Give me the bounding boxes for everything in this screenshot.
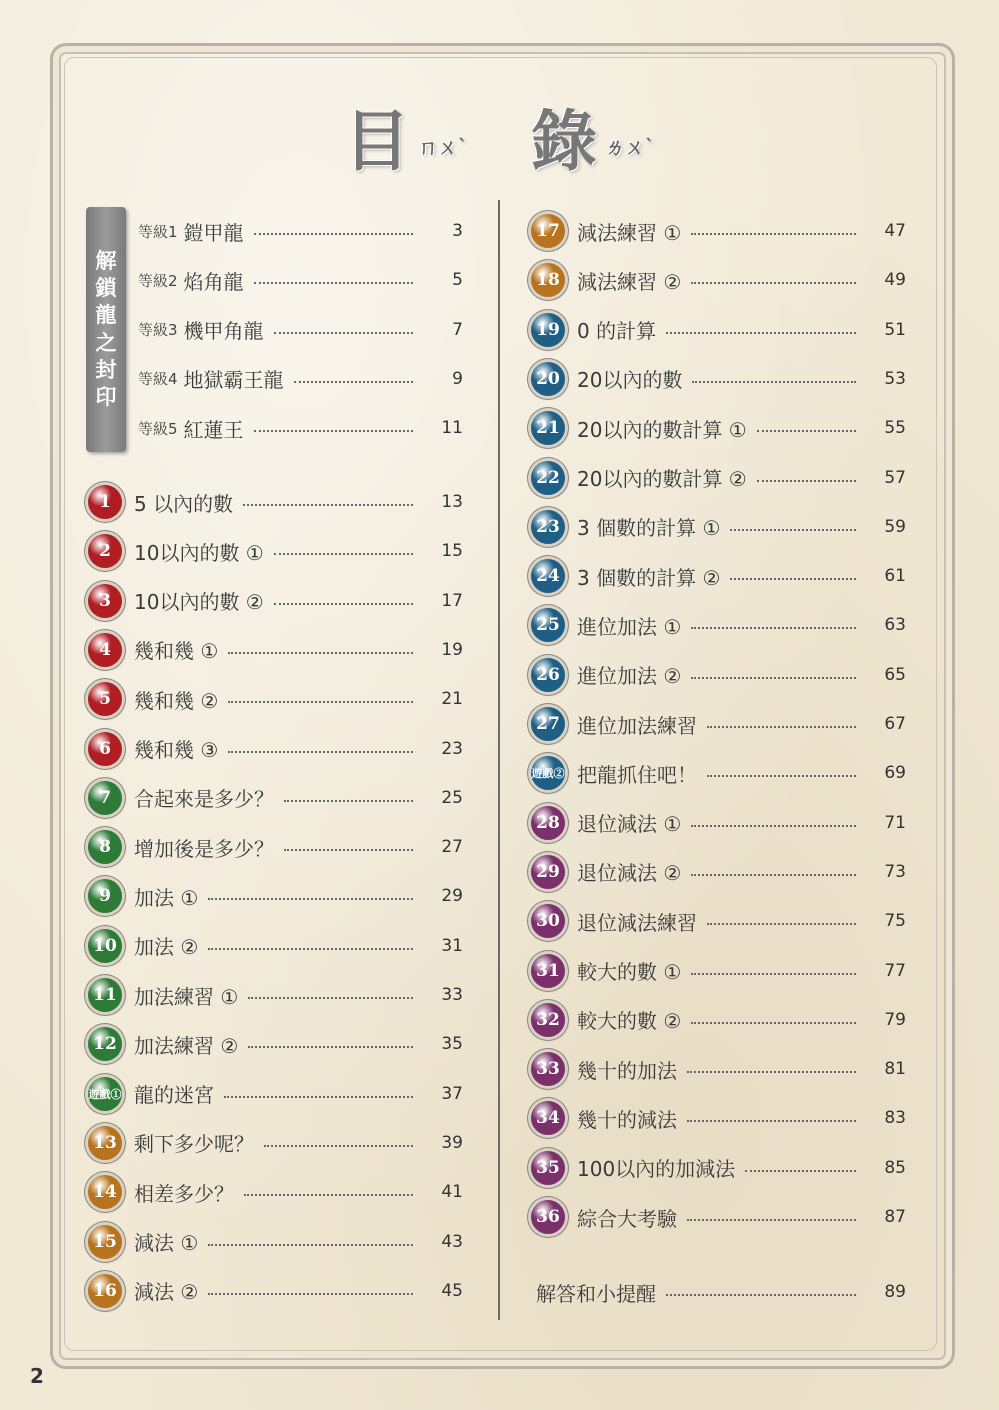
lesson-title: 10以內的數 ②: [134, 590, 264, 615]
lesson-number-badge: 23: [531, 510, 565, 544]
lesson-title: 較大的數 ②: [577, 1009, 682, 1034]
leader-dots: [274, 332, 413, 334]
lesson-title: 幾和幾 ③: [134, 738, 219, 762]
lesson-number-badge: 35: [531, 1151, 565, 1185]
lesson-page: 31: [441, 935, 463, 956]
lesson-number-badge: 9: [88, 879, 122, 913]
leader-dots: [666, 332, 856, 334]
leader-dots: [284, 800, 413, 802]
lesson-number-badge: 6: [88, 732, 122, 766]
level-name: 紅蓮王: [183, 417, 244, 442]
lesson-page: 37: [441, 1083, 463, 1104]
lesson-number-badge: 2: [88, 534, 122, 568]
lesson-number-badge: 1: [88, 485, 122, 519]
toc-item[interactable]: [531, 753, 906, 793]
leader-dots: [707, 775, 856, 777]
toc-item-level[interactable]: [138, 310, 463, 350]
lesson-title: 減法 ①: [134, 1231, 199, 1255]
level-label: 等級2: [138, 271, 178, 290]
toc-item[interactable]: [531, 655, 906, 695]
leader-dots: [691, 233, 856, 235]
leader-dots: [208, 1293, 413, 1295]
page-title: [0, 88, 999, 183]
lesson-page: 55: [884, 418, 906, 439]
lesson-title: 退位減法練習: [577, 910, 697, 935]
leader-dots: [264, 1145, 413, 1147]
lesson-page: 51: [884, 319, 906, 340]
lesson-title: 20以內的數計算 ②: [577, 467, 747, 491]
lesson-page: 73: [884, 861, 906, 882]
lesson-page: 27: [441, 837, 463, 858]
level-label: 等級3: [138, 321, 178, 340]
leader-dots: [228, 751, 413, 753]
title-char-1: 目 ㄇㄨˋ: [344, 103, 468, 180]
lesson-page: 49: [884, 270, 906, 291]
lesson-page: 15: [441, 541, 463, 562]
lesson-title: 3 個數的計算 ②: [577, 565, 721, 590]
leader-dots: [687, 1219, 856, 1221]
leader-dots: [691, 677, 856, 679]
toc-item[interactable]: [88, 482, 463, 522]
lesson-title: 3 個數的計算 ①: [577, 516, 721, 541]
lesson-title: 進位加法 ①: [577, 614, 682, 639]
lesson-number-badge: 18: [531, 263, 565, 297]
lesson-number-badge: 33: [531, 1052, 565, 1086]
lesson-title: 幾十的加法: [577, 1058, 677, 1083]
lesson-title: 剩下多少呢？: [134, 1132, 254, 1157]
toc-item[interactable]: [88, 1271, 463, 1311]
level-page: 7: [452, 319, 463, 340]
lesson-page: 61: [884, 566, 906, 587]
lesson-title: 20以內的數: [577, 368, 683, 393]
lesson-number-badge: 7: [88, 781, 122, 815]
lesson-page: 29: [441, 886, 463, 907]
lesson-number-badge: 30: [531, 904, 565, 938]
lesson-title: 減法練習 ①: [577, 220, 682, 245]
leader-dots: [254, 233, 413, 235]
lesson-page: 41: [441, 1182, 463, 1203]
lesson-number-badge: 4: [88, 633, 122, 667]
lesson-page: 23: [441, 738, 463, 759]
lesson-number-badge: 遊戲①: [88, 1077, 122, 1111]
toc-item[interactable]: [531, 211, 906, 251]
lesson-number-badge: 27: [531, 707, 565, 741]
unlock-dragon-seal-tab: [86, 207, 126, 452]
lesson-page: 75: [884, 911, 906, 932]
lesson-number-badge: 26: [531, 658, 565, 692]
leader-dots: [730, 529, 856, 531]
lesson-number-badge: 17: [531, 214, 565, 248]
toc-item[interactable]: [531, 556, 906, 596]
leader-dots: [224, 1096, 413, 1098]
leader-dots: [691, 1022, 856, 1024]
lesson-title: 加法練習 ②: [134, 1033, 239, 1058]
sidebar-tab-char: 鎖: [95, 275, 117, 300]
leader-dots: [691, 282, 856, 284]
lesson-number-badge: 8: [88, 830, 122, 864]
lesson-page: 53: [884, 368, 906, 389]
lesson-page: 87: [884, 1207, 906, 1227]
lesson-number-badge: 12: [88, 1027, 122, 1061]
lesson-number-badge: 10: [88, 929, 122, 963]
leader-dots: [254, 282, 413, 284]
lesson-title: 減法練習 ②: [577, 269, 682, 294]
sidebar-tab-char: 印: [95, 385, 117, 410]
lesson-page: 47: [884, 221, 906, 241]
toc-item[interactable]: [88, 679, 463, 719]
leader-dots: [730, 578, 856, 580]
leader-dots: [757, 480, 856, 482]
lesson-title: 龍的迷宮: [134, 1083, 214, 1108]
lesson-page: 77: [884, 960, 906, 981]
level-page: 3: [452, 221, 463, 241]
level-label: 等級5: [138, 419, 178, 438]
lesson-page: 79: [884, 1009, 906, 1030]
toc-item[interactable]: [88, 975, 463, 1015]
lesson-page: 67: [884, 714, 906, 734]
toc-item[interactable]: [88, 630, 463, 670]
sidebar-tab-char: 解: [95, 248, 117, 273]
toc-item-level[interactable]: [138, 359, 463, 399]
lesson-page: 63: [884, 615, 906, 636]
level-page: 9: [452, 368, 463, 389]
lesson-number-badge: 16: [88, 1274, 122, 1308]
leader-dots: [274, 603, 413, 605]
level-name: 地獄霸王龍: [183, 368, 284, 393]
lesson-title: 5 以內的數: [134, 491, 234, 516]
lesson-title: 進位加法 ②: [577, 664, 682, 689]
lesson-number-badge: 遊戲②: [531, 756, 565, 790]
toc-item[interactable]: [88, 531, 463, 571]
lesson-title: 退位減法 ①: [577, 812, 682, 837]
lesson-page: 43: [441, 1231, 463, 1252]
leader-dots: [244, 1194, 413, 1196]
lesson-page: 85: [884, 1157, 906, 1178]
lesson-page: 25: [441, 787, 463, 808]
toc-item[interactable]: [88, 1172, 463, 1212]
answers-label: 解答和小提醒: [536, 1281, 656, 1306]
toc-item[interactable]: [531, 310, 906, 350]
toc-item[interactable]: [88, 827, 463, 867]
sidebar-tab-char: 龍: [95, 303, 117, 328]
leader-dots: [248, 997, 413, 999]
toc-item[interactable]: [88, 729, 463, 769]
lesson-page: 69: [884, 763, 906, 784]
toc-item-level[interactable]: [138, 211, 463, 251]
answers-page: 89: [884, 1282, 906, 1302]
lesson-page: 65: [884, 664, 906, 685]
lesson-page: 45: [441, 1280, 463, 1301]
toc-item[interactable]: [531, 852, 906, 892]
lesson-title: 10以內的數 ①: [134, 540, 264, 565]
lesson-number-badge: 5: [88, 682, 122, 716]
lesson-number-badge: 32: [531, 1003, 565, 1037]
level-page: 5: [452, 270, 463, 291]
level-page: 11: [441, 418, 463, 439]
lesson-number-badge: 36: [531, 1200, 565, 1234]
lesson-page: 57: [884, 467, 906, 488]
lesson-number-badge: 3: [88, 584, 122, 618]
lesson-page: 19: [441, 639, 463, 660]
lesson-title: 合起來是多少？: [134, 787, 274, 812]
lesson-page: 17: [441, 590, 463, 611]
sidebar-tab-char: 封: [95, 357, 117, 382]
lesson-title: 減法 ②: [134, 1280, 199, 1305]
lesson-title: 20以內的數計算 ①: [577, 417, 747, 442]
lesson-title: 加法練習 ①: [134, 984, 239, 1009]
toc-item[interactable]: [88, 1024, 463, 1064]
title-char-2: 錄 ㄌㄨˋ: [530, 103, 655, 180]
toc-item[interactable]: [531, 1197, 906, 1237]
lesson-title: 增加後是多少？: [134, 836, 274, 861]
lesson-page: 83: [884, 1108, 906, 1129]
toc-item[interactable]: [531, 1148, 906, 1188]
leader-dots: [707, 726, 856, 728]
lesson-number-badge: 11: [88, 978, 122, 1012]
lesson-page: 33: [441, 985, 463, 1005]
lesson-number-badge: 20: [531, 362, 565, 396]
level-label: 等級1: [138, 222, 178, 241]
leader-dots: [294, 381, 413, 383]
toc-item[interactable]: [531, 803, 906, 843]
lesson-title: 幾和幾 ①: [134, 639, 219, 664]
leader-dots: [243, 504, 413, 506]
leader-dots: [692, 381, 856, 383]
lesson-page: 21: [441, 689, 463, 710]
lesson-number-badge: 19: [531, 313, 565, 347]
lesson-page: 81: [884, 1059, 906, 1080]
leader-dots: [691, 627, 856, 629]
toc-item[interactable]: [531, 260, 906, 300]
leader-dots: [208, 948, 413, 950]
toc-item[interactable]: [531, 951, 906, 991]
lesson-title: 進位加法練習: [577, 713, 697, 738]
leader-dots: [691, 973, 856, 975]
toc-item[interactable]: [531, 704, 906, 744]
leader-dots: [208, 1244, 413, 1246]
toc-item[interactable]: [531, 507, 906, 547]
lesson-number-badge: 24: [531, 559, 565, 593]
sidebar-tab-char: 之: [95, 330, 117, 355]
toc-item[interactable]: [88, 1222, 463, 1262]
level-label: 等級4: [138, 370, 178, 389]
lesson-number-badge: 28: [531, 806, 565, 840]
lesson-number-badge: 22: [531, 461, 565, 495]
leader-dots: [248, 1046, 413, 1048]
lesson-title: 把龍抓住吧！: [577, 762, 697, 787]
lesson-title: 100以內的加減法: [577, 1157, 736, 1182]
leader-dots: [745, 1170, 856, 1172]
leader-dots: [757, 430, 856, 432]
leader-dots: [228, 652, 413, 654]
lesson-number-badge: 13: [88, 1126, 122, 1160]
level-name: 焰角龍: [183, 269, 244, 294]
lesson-number-badge: 25: [531, 608, 565, 642]
leader-dots: [687, 1071, 856, 1073]
leader-dots: [284, 849, 413, 851]
toc-item[interactable]: [88, 926, 463, 966]
leader-dots: [707, 923, 856, 925]
lesson-page: 71: [884, 812, 906, 833]
lesson-number-badge: 14: [88, 1175, 122, 1209]
leader-dots: [274, 553, 413, 555]
toc-item-level[interactable]: [138, 260, 463, 300]
level-name: 機甲角龍: [183, 319, 264, 344]
toc-item-answers[interactable]: [536, 1272, 906, 1312]
lesson-page: 59: [884, 516, 906, 537]
toc-item[interactable]: [88, 1123, 463, 1163]
toc-item[interactable]: [531, 1049, 906, 1089]
lesson-page: 35: [441, 1034, 463, 1055]
leader-dots: [691, 825, 856, 827]
leader-dots: [228, 701, 413, 703]
lesson-title: 較大的數 ①: [577, 960, 682, 984]
lesson-number-badge: 21: [531, 411, 565, 445]
toc-item[interactable]: [531, 901, 906, 941]
toc-item[interactable]: [531, 458, 906, 498]
leader-dots: [254, 430, 413, 432]
leader-dots: [687, 1120, 856, 1122]
lesson-title: 幾和幾 ②: [134, 688, 219, 713]
lesson-number-badge: 15: [88, 1225, 122, 1259]
toc-item[interactable]: [88, 581, 463, 621]
toc-item[interactable]: [531, 605, 906, 645]
lesson-title: 0 的計算: [577, 319, 657, 344]
lesson-title: 加法 ②: [134, 935, 199, 960]
lesson-title: 綜合大考驗: [577, 1206, 677, 1231]
lesson-page: 39: [441, 1132, 463, 1153]
lesson-number-badge: 34: [531, 1101, 565, 1135]
lesson-title: 退位減法 ②: [577, 861, 682, 886]
toc-item[interactable]: [88, 1074, 463, 1114]
leader-dots: [208, 898, 413, 900]
toc-item[interactable]: [531, 359, 906, 399]
lesson-title: 幾十的減法: [577, 1107, 677, 1132]
toc-item[interactable]: [531, 408, 906, 448]
lesson-number-badge: 31: [531, 954, 565, 988]
lesson-number-badge: 29: [531, 855, 565, 889]
lesson-title: 加法 ①: [134, 885, 199, 910]
toc-item[interactable]: [531, 1098, 906, 1138]
toc-item[interactable]: [88, 876, 463, 916]
lesson-page: 13: [441, 492, 463, 512]
column-divider: [498, 200, 500, 1320]
page-number: 2: [30, 1364, 44, 1388]
level-name: 鎧甲龍: [183, 220, 244, 245]
toc-item[interactable]: [531, 1000, 906, 1040]
leader-dots: [691, 874, 856, 876]
lesson-title: 相差多少？: [134, 1181, 234, 1206]
leader-dots: [666, 1294, 856, 1296]
toc-item-level[interactable]: [138, 408, 463, 448]
toc-item[interactable]: [88, 778, 463, 818]
